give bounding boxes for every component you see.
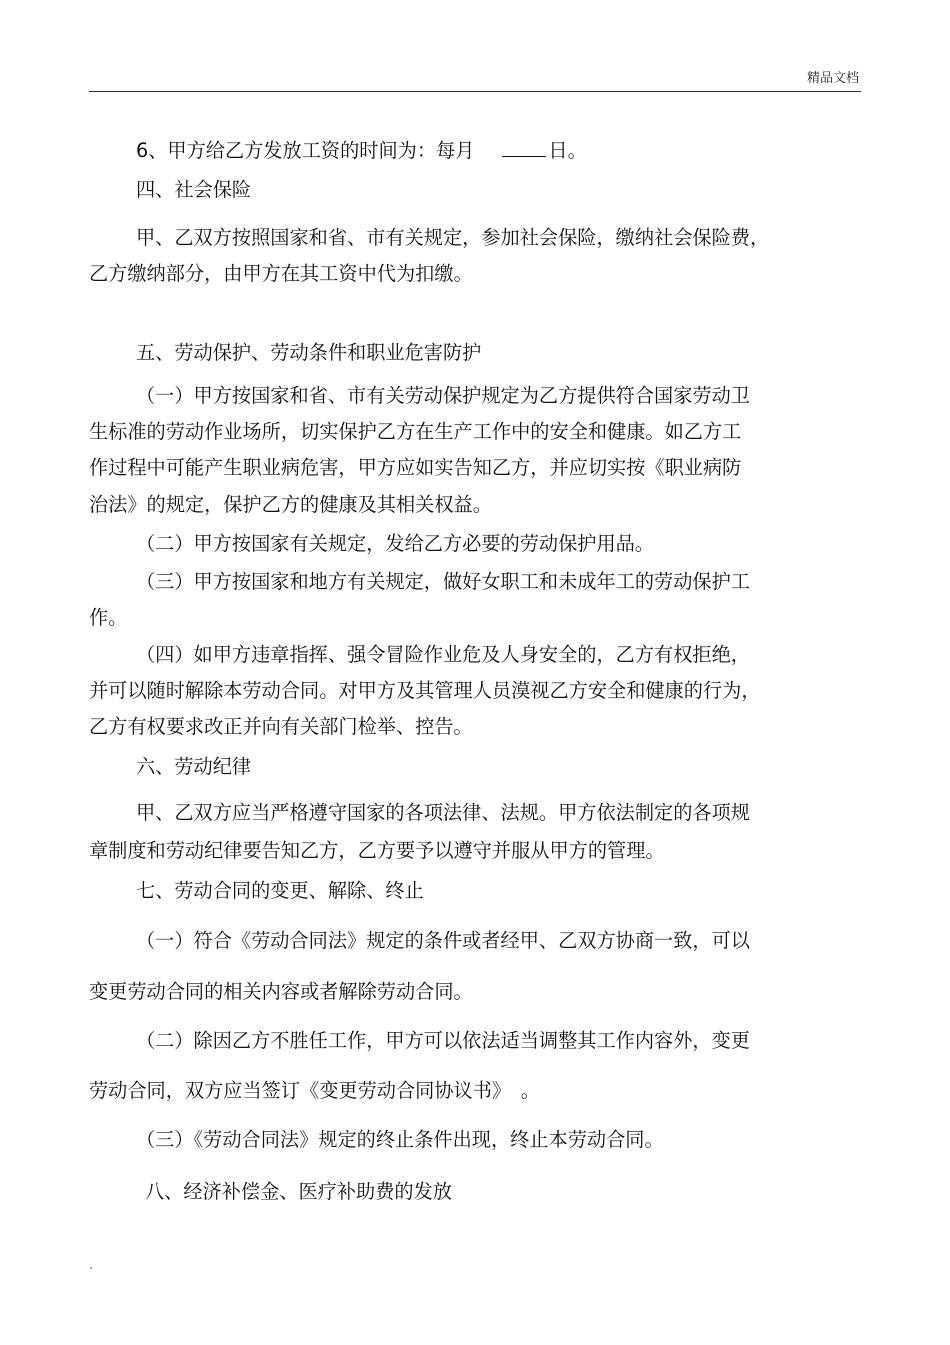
paragraph-line: 并可以随时解除本劳动合同。对甲方及其管理人员漠视乙方安全和健康的行为， <box>89 679 761 702</box>
paragraph-line: 乙方有权要求改正并向有关部门检举、控告。 <box>89 715 473 738</box>
paragraph-line: 甲、乙双方按照国家和省、市有关规定，参加社会保险，缴纳社会保险费， <box>136 226 770 249</box>
line-suffix: 日。 <box>548 139 587 162</box>
paragraph-line: 作过程中可能产生职业病危害，甲方应如实告知乙方，并应切实按《职业病防 <box>89 456 742 479</box>
line-text: 6、甲方给乙方发放工资的时间为：每月 <box>136 139 475 162</box>
section-heading: 六、劳动纪律 <box>136 755 252 778</box>
paragraph-line: 甲、乙双方应当严格遵守国家的各项法律、法规。甲方依法制定的各项规 <box>136 801 750 824</box>
paragraph-line: （二）除因乙方不胜任工作，甲方可以依法适当调整其工作内容外，变更 <box>136 1029 750 1052</box>
section-heading: 四、社会保险 <box>136 178 252 201</box>
footer-mark: . <box>89 1258 93 1272</box>
header-rule <box>89 91 861 92</box>
paragraph-line: （四）如甲方违章指挥、强令冒险作业危及人身安全的，乙方有权拒绝， <box>136 643 750 666</box>
paragraph-line <box>136 139 950 163</box>
paragraph-line: （三）甲方按国家和地方有关规定，做好女职工和未成年工的劳动保护工 <box>136 570 750 593</box>
paragraph-line: （一）甲方按国家和省、市有关劳动保护规定为乙方提供符合国家劳动卫 <box>136 384 750 407</box>
paragraph-line: 乙方缴纳部分，由甲方在其工资中代为扣缴。 <box>89 262 473 285</box>
paragraph-line: （一）符合《劳动合同法》规定的条件或者经甲、乙双方协商一致，可以 <box>136 929 750 952</box>
section-heading: 七、劳动合同的变更、解除、终止 <box>136 879 424 902</box>
section-heading: 五、劳动保护、劳动条件和职业危害防护 <box>136 341 482 364</box>
paragraph-line: 章制度和劳动纪律要告知乙方，乙方要予以遵守并服从甲方的管理。 <box>89 839 665 862</box>
paragraph-line: 变更劳动合同的相关内容或者解除劳动合同。 <box>89 980 473 1003</box>
paragraph-line: 作。 <box>89 606 128 629</box>
paragraph-line: 生标准的劳动作业场所，切实保护乙方在生产工作中的安全和健康。如乙方工 <box>89 420 742 443</box>
paragraph-line: （三）《劳动合同法》规定的终止条件出现，终止本劳动合同。 <box>136 1128 664 1151</box>
paragraph-line: 治法》的规定，保护乙方的健康及其相关权益。 <box>89 493 492 516</box>
paragraph-line: 劳动合同，双方应当签订《变更劳动合同协议书》 。 <box>89 1079 540 1102</box>
section-heading: 八、经济补偿金、医疗补助费的发放 <box>145 1180 452 1203</box>
blank-field <box>502 139 546 157</box>
header-label: 精品文档 <box>806 71 859 86</box>
paragraph-line: （二）甲方按国家有关规定，发给乙方必要的劳动保护用品。 <box>136 532 655 555</box>
